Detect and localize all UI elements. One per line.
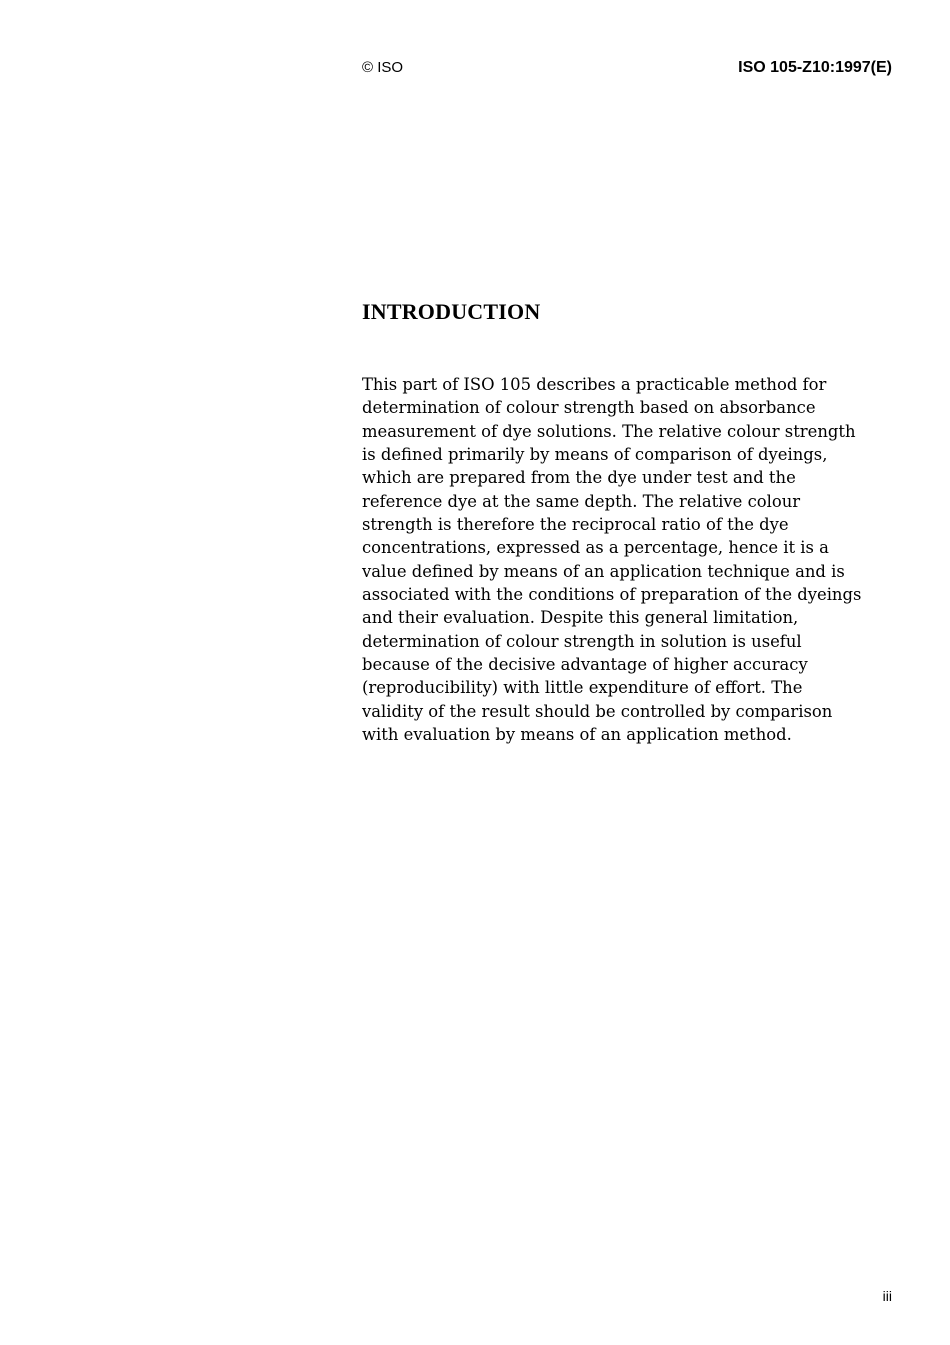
- section-title: INTRODUCTION: [362, 299, 541, 324]
- paragraph-line: (reproducibility) with little expenditure of effort. The: [362, 678, 803, 698]
- paragraph-line: and their evaluation. Despite this general limitation,: [362, 608, 799, 628]
- introduction-paragraph: [362, 373, 897, 747]
- paragraph-line: is defined primarily by means of comparison of dyeings,: [362, 445, 828, 465]
- paragraph-line: associated with the conditions of preparation of the dyeings: [362, 585, 862, 605]
- paragraph-line: value defined by means of an application technique and is: [362, 561, 845, 581]
- paragraph-line: determination of colour strength in solution is useful: [362, 631, 802, 651]
- paragraph-line: determination of colour strength based on absorbance: [362, 398, 816, 418]
- paragraph-line: reference dye at the same depth. The relative colour: [362, 491, 801, 511]
- paragraph-line: validity of the result should be controlled by comparison: [362, 701, 833, 721]
- document-id: ISO 105-Z10:1997(E): [738, 59, 892, 76]
- paragraph-line: measurement of dye solutions. The relative colour strength: [362, 421, 856, 441]
- paragraph-line: which are prepared from the dye under test and the: [362, 468, 796, 488]
- paragraph-line: This part of ISO 105 describes a practicable method for: [362, 375, 827, 394]
- paragraph-line: with evaluation by means of an application method.: [362, 725, 792, 745]
- page-number: iii: [882, 1288, 892, 1304]
- paragraph-line: concentrations, expressed as a percentage, hence it is a: [362, 538, 829, 558]
- paragraph-line: strength is therefore the reciprocal ratio of the dye: [362, 515, 789, 535]
- paragraph-line: because of the decisive advantage of higher accuracy: [362, 655, 808, 675]
- copyright-label: © ISO: [362, 59, 404, 76]
